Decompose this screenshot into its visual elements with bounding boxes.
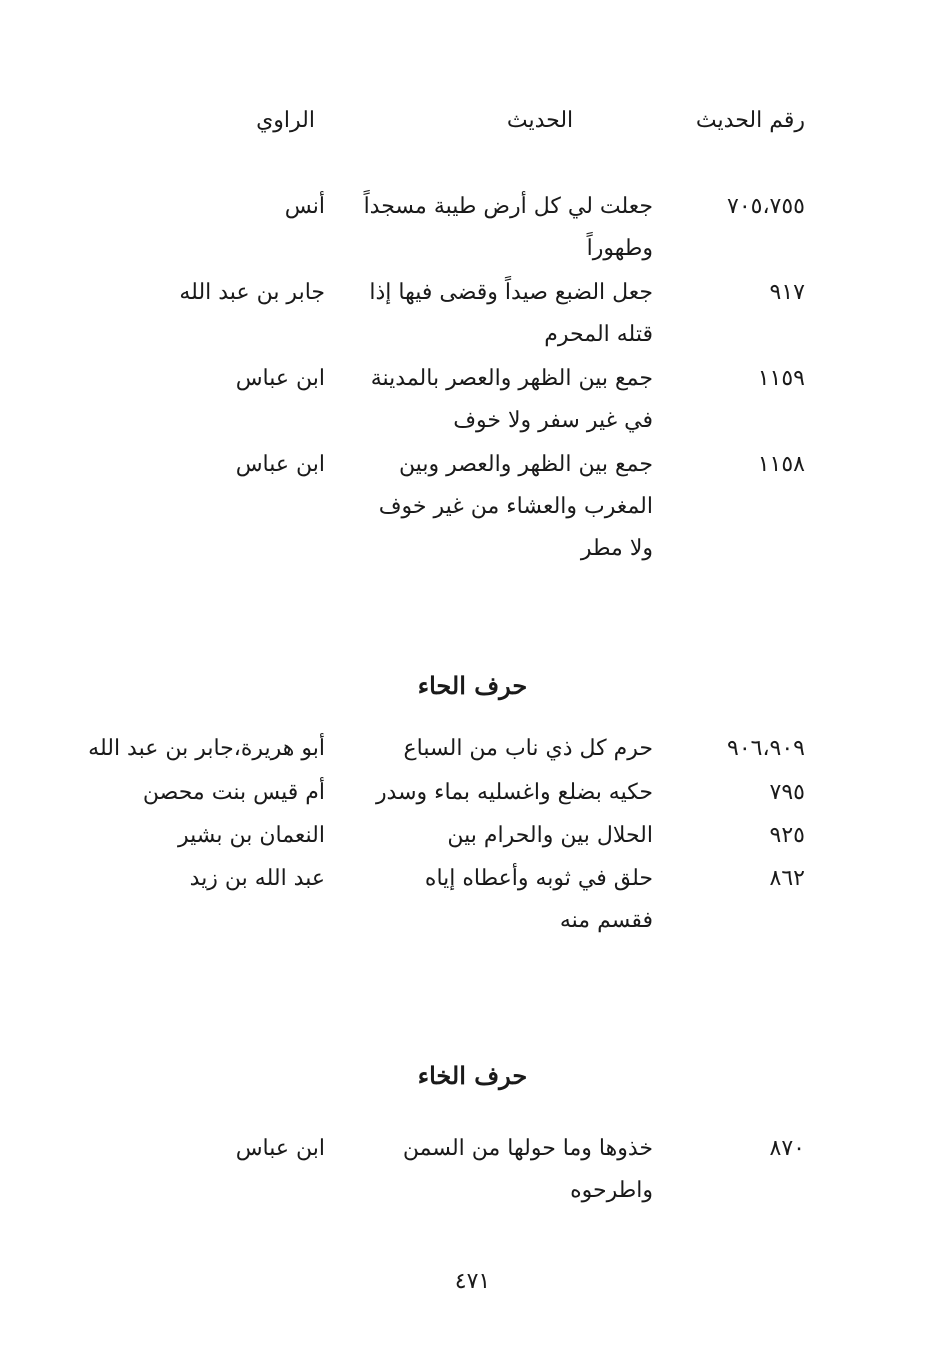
narrator-name: أبو هريرة،جابر بن عبد الله — [88, 736, 325, 761]
header-narrator: الراوي — [256, 108, 315, 133]
section-title: حرف الحاء — [417, 671, 528, 700]
hadith-number: ١١٥٩ — [757, 366, 805, 391]
hadith-number: ٩٠٦،٩٠٩ — [727, 736, 805, 761]
narrator-name: ابن عباس — [235, 366, 325, 391]
hadith-number: ٩٢٥ — [769, 823, 805, 848]
narrator-name: أم قيس بنت محصن — [142, 780, 325, 805]
header-number: رقم الحديث — [695, 108, 805, 133]
hadith-number: ٧٩٥ — [769, 780, 805, 805]
hadith-text: خذوها وما حولها من السمن واطرحوه — [402, 1136, 653, 1203]
hadith-number: ٧٠٥،٧٥٥ — [727, 194, 805, 219]
hadith-number: ٩١٧ — [769, 280, 805, 305]
section-title: حرف الخاء — [417, 1061, 528, 1090]
narrator-name: النعمان بن بشير — [177, 823, 325, 848]
narrator-name: ابن عباس — [235, 1136, 325, 1161]
hadith-text: جعلت لي كل أرض طيبة مسجداً وطهوراً — [363, 194, 653, 261]
hadith-number: ٨٦٢ — [769, 866, 805, 891]
hadith-text: حلق في ثوبه وأعطاه إياه فقسم منه — [424, 866, 653, 933]
hadith-number: ٨٧٠ — [769, 1136, 805, 1161]
hadith-number: ١١٥٨ — [757, 452, 805, 477]
table-header — [0, 100, 945, 180]
hadith-text: جمع بين الظهر والعصر بالمدينة في غير سفر ولا خوف — [370, 366, 653, 433]
narrator-name: عبد الله بن زيد — [189, 866, 325, 891]
narrator-name: ابن عباس — [235, 452, 325, 477]
hadith-text: الحلال بين والحرام بين — [447, 823, 653, 848]
header-hadith: الحديث — [506, 108, 574, 133]
narrator-name: أنس — [284, 194, 325, 219]
hadith-text: حكيه بضلع واغسليه بماء وسدر — [375, 780, 653, 805]
hadith-text: جمع بين الظهر والعصر وبين المغرب والعشاء من غير خوف ولا مطر — [378, 452, 653, 561]
hadith-text: جعل الضبع صيداً وقضى فيها إذا قتله المحرم — [369, 280, 653, 347]
hadith-text: حرم كل ذي ناب من السباع — [403, 736, 653, 761]
page-number: ٤٧١ — [454, 1269, 491, 1294]
narrator-name: جابر بن عبد الله — [179, 280, 325, 305]
